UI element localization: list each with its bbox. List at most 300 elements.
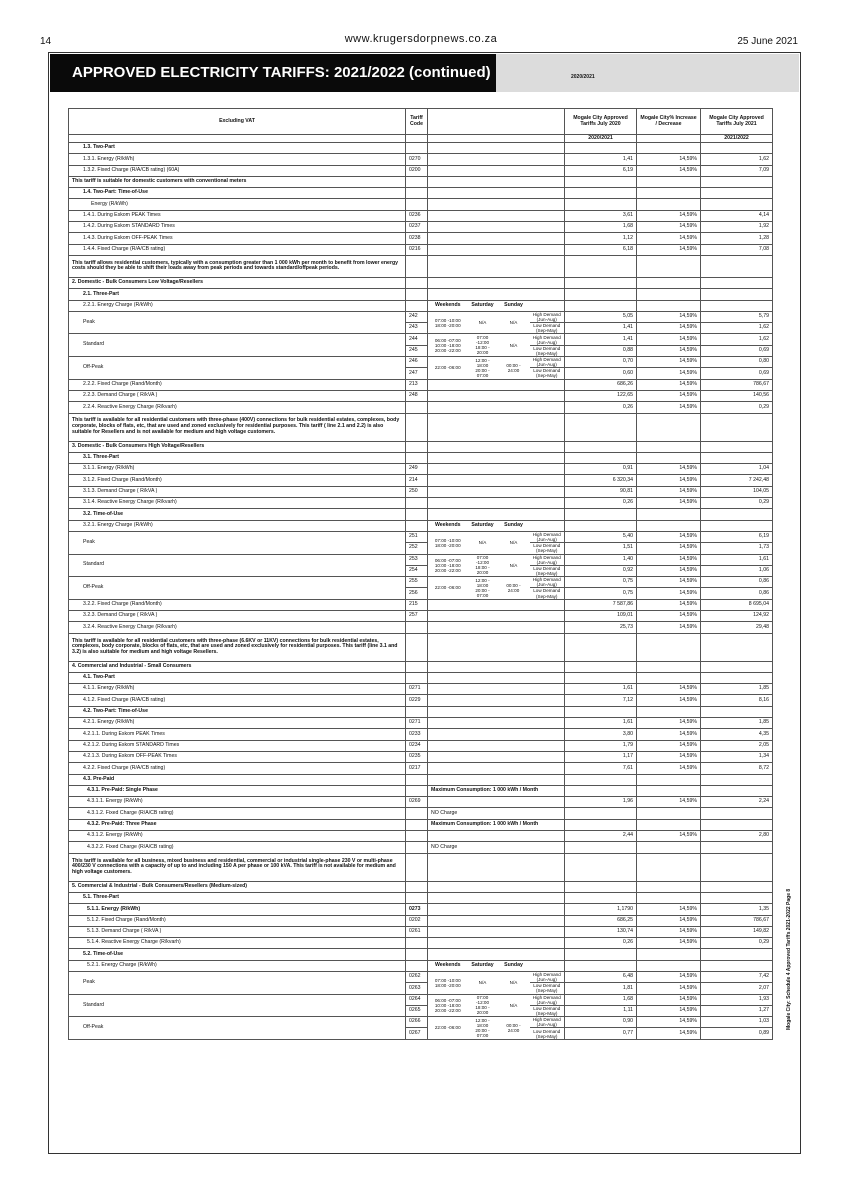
- empty-cell: [428, 222, 468, 233]
- tariff-code: 252: [406, 543, 428, 554]
- tariff-code: [406, 176, 428, 187]
- value-2020: 2,44: [565, 831, 637, 842]
- empty-cell: [565, 672, 637, 683]
- value-2021: 7,09: [701, 165, 773, 176]
- empty-cell: [428, 853, 468, 881]
- value-2020: 6 320,34: [565, 475, 637, 486]
- tou-period: Standard: [69, 994, 406, 1017]
- value-increase: 14,59%: [637, 311, 701, 322]
- tariff-note: This tariff is available for all business, mixed business and residential, commercial or industrial single-phase 230 V or multi-phase 400/230 V connections with a capacity of up to and including 150 A per phase or 100 kVA. This tariff is not available for medium and high voltage customers.: [69, 853, 406, 881]
- tariff-code: 249: [406, 464, 428, 475]
- empty-cell: [468, 379, 498, 390]
- empty-cell: [428, 464, 468, 475]
- row-description: 5.1.2. Fixed Charge (Rand/Month): [69, 915, 406, 926]
- value-2021: 0,69: [701, 345, 773, 356]
- row-description: 5.1. Three-Part: [69, 892, 406, 903]
- section-heading-row: [69, 452, 773, 463]
- value-increase: 14,59%: [637, 983, 701, 994]
- tariff-code: [406, 881, 428, 892]
- empty-cell: [530, 379, 565, 390]
- value-increase: 14,59%: [637, 402, 701, 413]
- empty-cell: [530, 672, 565, 683]
- tariff-code: 0234: [406, 740, 428, 751]
- empty-cell: [701, 255, 773, 277]
- empty-cell: [701, 774, 773, 785]
- tou-row-high: [69, 1017, 773, 1028]
- value-increase: 14,59%: [637, 684, 701, 695]
- empty-cell: [428, 509, 468, 520]
- empty-cell: [701, 853, 773, 881]
- empty-cell: [701, 892, 773, 903]
- value-increase: 14,59%: [637, 831, 701, 842]
- row-description: 4.2.1.1. During Eskom PEAK Times: [69, 729, 406, 740]
- tariff-row: [69, 210, 773, 221]
- value-2020: 0,91: [565, 464, 637, 475]
- saturday-hours: 07:00 -12:00 18:00 - 20:00: [468, 994, 498, 1017]
- tariff-code: [406, 622, 428, 633]
- saturday-heading: Saturday: [468, 520, 498, 531]
- note-row: [69, 413, 773, 441]
- section-heading-row: [69, 949, 773, 960]
- tariff-row: [69, 222, 773, 233]
- empty-cell: [498, 452, 530, 463]
- value-2021: 1,62: [701, 334, 773, 345]
- value-2020: 5,40: [565, 531, 637, 542]
- empty-cell: [468, 413, 498, 441]
- value-2021: 1,34: [701, 751, 773, 762]
- empty-cell: [530, 695, 565, 706]
- empty-cell: [530, 244, 565, 255]
- empty-cell: [468, 402, 498, 413]
- value-2021: 149,82: [701, 926, 773, 937]
- sunday-hours: N/A: [498, 531, 530, 554]
- value-increase: 14,59%: [637, 797, 701, 808]
- value-increase: 14,59%: [637, 222, 701, 233]
- empty-cell: [530, 633, 565, 661]
- tariff-row: [69, 763, 773, 774]
- empty-cell: [468, 695, 498, 706]
- empty-cell: [428, 402, 468, 413]
- value-2020: 6,48: [565, 972, 637, 983]
- value-2021: 2,07: [701, 983, 773, 994]
- tariff-code: [406, 277, 428, 288]
- row-description: 3.2.1. Energy Charge (R/kWh): [69, 520, 406, 531]
- tariff-code: 242: [406, 311, 428, 322]
- sunday-hours: N/A: [498, 972, 530, 995]
- empty-cell: [565, 892, 637, 903]
- section-heading-row: [69, 881, 773, 892]
- empty-cell: [530, 661, 565, 672]
- empty-cell: [428, 255, 468, 277]
- empty-cell: [498, 926, 530, 937]
- tariff-row: [69, 610, 773, 621]
- empty-cell: [637, 509, 701, 520]
- value-2021: 0,86: [701, 577, 773, 588]
- empty-cell: [498, 695, 530, 706]
- empty-cell: [428, 210, 468, 221]
- empty-cell: [637, 300, 701, 311]
- value-2021: 4,14: [701, 210, 773, 221]
- empty-cell: [565, 520, 637, 531]
- empty-cell: [468, 289, 498, 300]
- empty-cell: [468, 475, 498, 486]
- value-increase: 14,59%: [637, 610, 701, 621]
- empty-cell: [530, 751, 565, 762]
- tariff-row: [69, 154, 773, 165]
- empty-cell: [565, 881, 637, 892]
- empty-cell: [498, 390, 530, 401]
- empty-cell: [428, 949, 468, 960]
- empty-cell: [498, 509, 530, 520]
- row-description: 1.4. Two-Part: Time-of-Use: [69, 188, 406, 199]
- weekends-heading: Weekends: [428, 300, 468, 311]
- subhead-2020: 2020/2021: [565, 135, 637, 143]
- value-2020: 0,88: [565, 345, 637, 356]
- empty-cell: [498, 199, 530, 210]
- tariff-code: [406, 774, 428, 785]
- empty-cell: [468, 729, 498, 740]
- row-description: 3.1.3. Demand Charge ( R/kVA ): [69, 486, 406, 497]
- empty-cell: [498, 622, 530, 633]
- weekday-hours: 22:00 -06:00: [428, 357, 468, 380]
- high-demand-label: High Demand (Jun-Aug): [530, 357, 565, 368]
- tariff-code: [406, 819, 428, 830]
- value-2021: 1,92: [701, 222, 773, 233]
- empty-cell: [468, 949, 498, 960]
- value-2021: 1,62: [701, 154, 773, 165]
- col-approved-2020: Mogale City Approved Tariffs July 2020: [565, 109, 637, 135]
- tariff-code: [406, 706, 428, 717]
- empty-cell: [428, 831, 468, 842]
- note-row: [69, 255, 773, 277]
- tariff-note: This tariff is suitable for domestic customers with conventional meters: [69, 176, 406, 187]
- value-2020: 1,40: [565, 554, 637, 565]
- empty-cell: [565, 853, 637, 881]
- row-description: 3.2.3. Demand Charge ( R/kVA ): [69, 610, 406, 621]
- empty-cell: [637, 949, 701, 960]
- empty-cell: [565, 199, 637, 210]
- value-2020: 6,18: [565, 244, 637, 255]
- value-increase: 14,59%: [637, 390, 701, 401]
- tariff-code: 0267: [406, 1028, 428, 1039]
- value-2021: 7 242,48: [701, 475, 773, 486]
- empty-cell: [468, 390, 498, 401]
- tou-row-high: [69, 334, 773, 345]
- value-2021: 1,03: [701, 1017, 773, 1028]
- saturday-hours: 07:00 -12:00 18:00 - 20:00: [468, 334, 498, 357]
- tariff-code: 0235: [406, 751, 428, 762]
- issue-date: 25 June 2021: [737, 36, 798, 47]
- empty-cell: [468, 244, 498, 255]
- row-description: 2. Domestic - Bulk Consumers Low Voltage/Resellers: [69, 277, 406, 288]
- empty-cell: [468, 509, 498, 520]
- value-2020: 1,81: [565, 983, 637, 994]
- empty-cell: [428, 244, 468, 255]
- tou-period: Off-Peak: [69, 577, 406, 600]
- empty-cell: [428, 610, 468, 621]
- empty-cell: [428, 729, 468, 740]
- row-description: 2.1. Three-Part: [69, 289, 406, 300]
- tariff-code: 254: [406, 565, 428, 576]
- empty-cell: [701, 661, 773, 672]
- value-2021: 2,80: [701, 831, 773, 842]
- empty-cell: [530, 718, 565, 729]
- tariff-row: [69, 751, 773, 762]
- empty-cell: [565, 842, 637, 853]
- low-demand-label: Low Demand (Sep-May): [530, 1005, 565, 1016]
- tariff-code: 247: [406, 368, 428, 379]
- empty-cell: [637, 672, 701, 683]
- row-description: 4.2.2. Fixed Charge (R/A/CB rating): [69, 763, 406, 774]
- empty-cell: [637, 255, 701, 277]
- value-increase: 14,59%: [637, 622, 701, 633]
- empty-cell: [468, 622, 498, 633]
- section-heading-row: [69, 277, 773, 288]
- tariff-code: 0264: [406, 994, 428, 1005]
- tariff-row: [69, 926, 773, 937]
- empty-cell: [498, 289, 530, 300]
- side-caption: Mogale City: Schedule 4 Approved Tariffs 2021-2022 Page 8: [786, 888, 792, 1030]
- empty-cell: [468, 610, 498, 621]
- empty-cell: [498, 413, 530, 441]
- note-row: [69, 176, 773, 187]
- empty-cell: [530, 199, 565, 210]
- value-2020: 0,77: [565, 1028, 637, 1039]
- tariff-code: [406, 808, 428, 819]
- value-increase: 14,59%: [637, 915, 701, 926]
- empty-cell: [530, 277, 565, 288]
- empty-cell: [637, 413, 701, 441]
- value-2020: 686,26: [565, 379, 637, 390]
- value-2021: 7,08: [701, 244, 773, 255]
- tariff-code: [406, 661, 428, 672]
- empty-cell: [565, 706, 637, 717]
- value-2020: 1,12: [565, 233, 637, 244]
- value-2020: 7 587,86: [565, 599, 637, 610]
- weekday-hours: 07:00 -10:00 18:00 -20:00: [428, 311, 468, 334]
- value-2020: 1,61: [565, 718, 637, 729]
- tariff-code: 0269: [406, 797, 428, 808]
- empty-cell: [498, 233, 530, 244]
- tariff-code: 0216: [406, 244, 428, 255]
- row-description: 2.2.3. Demand Charge ( R/kVA ): [69, 390, 406, 401]
- site-url[interactable]: www.krugersdorpnews.co.za: [344, 33, 498, 45]
- empty-cell: [565, 808, 637, 819]
- tariff-code: [406, 853, 428, 881]
- empty-cell: [428, 751, 468, 762]
- tou-period: Peak: [69, 972, 406, 995]
- empty-cell: [701, 706, 773, 717]
- high-demand-label: High Demand (Jun-Aug): [530, 1017, 565, 1028]
- tariff-code: 248: [406, 390, 428, 401]
- empty-cell: [530, 289, 565, 300]
- value-2020: 1,79: [565, 740, 637, 751]
- value-2020: 1,11: [565, 1005, 637, 1016]
- empty-cell: [565, 785, 637, 796]
- value-2020: 686,25: [565, 915, 637, 926]
- empty-cell: [498, 165, 530, 176]
- empty-cell: [468, 797, 498, 808]
- empty-cell: [468, 599, 498, 610]
- empty-cell: [498, 188, 530, 199]
- row-description: 1.4.4. Fixed Charge (R/A/CB rating): [69, 244, 406, 255]
- empty-cell: [637, 277, 701, 288]
- tariff-code: 0273: [406, 904, 428, 915]
- tariff-note: This tariff allows residential customers, typically with a consumption greater than 1 000 kWh per month to benefit from lower energy costs should they be able to shift their loads away from peak periods and towards standard/offpeak periods.: [69, 255, 406, 277]
- empty-cell: [530, 509, 565, 520]
- empty-cell: [530, 881, 565, 892]
- empty-cell: [530, 926, 565, 937]
- row-description: 1.3.1. Energy (R/kWh): [69, 154, 406, 165]
- empty-cell: [530, 402, 565, 413]
- sunday-hours: N/A: [498, 311, 530, 334]
- row-description: 5.2. Time-of-Use: [69, 949, 406, 960]
- value-2021: 0,29: [701, 938, 773, 949]
- empty-cell: [428, 289, 468, 300]
- value-increase: 14,59%: [637, 926, 701, 937]
- empty-cell: [428, 475, 468, 486]
- value-increase: 14,59%: [637, 588, 701, 599]
- empty-cell: [701, 842, 773, 853]
- tariff-code: [406, 842, 428, 853]
- empty-cell: [637, 808, 701, 819]
- empty-cell: [428, 672, 468, 683]
- value-increase: 14,59%: [637, 938, 701, 949]
- value-increase: 14,59%: [637, 233, 701, 244]
- empty-cell: [701, 188, 773, 199]
- low-demand-label: Low Demand (Sep-May): [530, 368, 565, 379]
- tou-heading-row: [69, 300, 773, 311]
- value-increase: 14,59%: [637, 554, 701, 565]
- value-2021: 1,27: [701, 1005, 773, 1016]
- value-2020: 109,01: [565, 610, 637, 621]
- empty-cell: [565, 633, 637, 661]
- tou-heading-row: [69, 520, 773, 531]
- empty-cell: [498, 718, 530, 729]
- empty-cell: [530, 763, 565, 774]
- value-2021: 786,67: [701, 915, 773, 926]
- value-2021: 124,92: [701, 610, 773, 621]
- empty-cell: [565, 255, 637, 277]
- section-heading-row: [69, 672, 773, 683]
- tariff-row: [69, 498, 773, 509]
- empty-cell: [565, 661, 637, 672]
- tariff-code: 0200: [406, 165, 428, 176]
- value-increase: 14,59%: [637, 718, 701, 729]
- value-2021: 0,80: [701, 357, 773, 368]
- empty-cell: [565, 188, 637, 199]
- value-increase: 14,59%: [637, 475, 701, 486]
- empty-cell: [498, 277, 530, 288]
- sunday-heading: Sunday: [498, 300, 530, 311]
- tariff-code: 0261: [406, 926, 428, 937]
- weekday-hours: 06:00 -07:00 10:00 -18:00 20:00 -22:00: [428, 554, 468, 577]
- empty-cell: [428, 486, 468, 497]
- empty-cell: [498, 255, 530, 277]
- tariff-code: [406, 960, 428, 971]
- empty-cell: [498, 486, 530, 497]
- empty-cell: [428, 763, 468, 774]
- value-2021: 1,61: [701, 554, 773, 565]
- tariff-row: [69, 695, 773, 706]
- empty-cell: [468, 661, 498, 672]
- empty-cell: [468, 498, 498, 509]
- section-heading-row: [69, 774, 773, 785]
- max-consumption-row: [69, 819, 773, 830]
- value-increase: 14,59%: [637, 345, 701, 356]
- empty-cell: [498, 498, 530, 509]
- high-demand-label: High Demand (Jun-Aug): [530, 334, 565, 345]
- empty-cell: [428, 188, 468, 199]
- empty-cell: [530, 892, 565, 903]
- value-increase: 14,59%: [637, 751, 701, 762]
- tariff-code: [406, 441, 428, 452]
- empty-cell: [637, 188, 701, 199]
- value-increase: 14,59%: [637, 1028, 701, 1039]
- tariff-row: [69, 486, 773, 497]
- value-2020: 0,70: [565, 357, 637, 368]
- tariff-row: [69, 464, 773, 475]
- row-description: 2.2.4. Reactive Energy Charge (R/kvarh): [69, 402, 406, 413]
- value-2020: 0,75: [565, 588, 637, 599]
- section-heading-row: [69, 509, 773, 520]
- empty-cell: [565, 509, 637, 520]
- value-2020: 1,96: [565, 797, 637, 808]
- saturday-hours: N/A: [468, 972, 498, 995]
- row-description: 4.3.1.2. Energy (R/kWh): [69, 831, 406, 842]
- empty-cell: [530, 143, 565, 154]
- empty-cell: [468, 740, 498, 751]
- empty-cell: [530, 452, 565, 463]
- empty-cell: [530, 622, 565, 633]
- empty-cell: [468, 706, 498, 717]
- empty-cell: [468, 881, 498, 892]
- empty-cell: [498, 831, 530, 842]
- empty-cell: [530, 729, 565, 740]
- empty-cell: [530, 774, 565, 785]
- value-2020: 1,68: [565, 222, 637, 233]
- col-increase: Mogale City% Increase / Decrease: [637, 109, 701, 135]
- max-consumption-note: Maximum Consumption: 1 000 kWh / Month: [428, 819, 565, 830]
- tou-row-high: [69, 554, 773, 565]
- low-demand-label: Low Demand (Sep-May): [530, 323, 565, 334]
- tariff-code: [406, 498, 428, 509]
- empty-cell: [498, 763, 530, 774]
- sunday-hours: N/A: [498, 334, 530, 357]
- empty-cell: [565, 819, 637, 830]
- value-2021: 1,28: [701, 233, 773, 244]
- empty-cell: [637, 441, 701, 452]
- tariff-code: 256: [406, 588, 428, 599]
- empty-cell: [498, 904, 530, 915]
- empty-cell: [637, 774, 701, 785]
- tariff-code: [406, 938, 428, 949]
- empty-cell: [428, 277, 468, 288]
- tou-period: Off-Peak: [69, 1017, 406, 1040]
- value-2020: 1,51: [565, 543, 637, 554]
- tariff-row: [69, 718, 773, 729]
- empty-cell: [498, 706, 530, 717]
- value-2020: 1,41: [565, 323, 637, 334]
- empty-cell: [498, 176, 530, 187]
- empty-cell: [530, 154, 565, 165]
- empty-cell: [637, 289, 701, 300]
- empty-cell: [565, 289, 637, 300]
- empty-cell: [637, 633, 701, 661]
- empty-cell: [637, 176, 701, 187]
- col-excluding-vat: Excluding VAT: [69, 109, 406, 135]
- tariff-code: [406, 143, 428, 154]
